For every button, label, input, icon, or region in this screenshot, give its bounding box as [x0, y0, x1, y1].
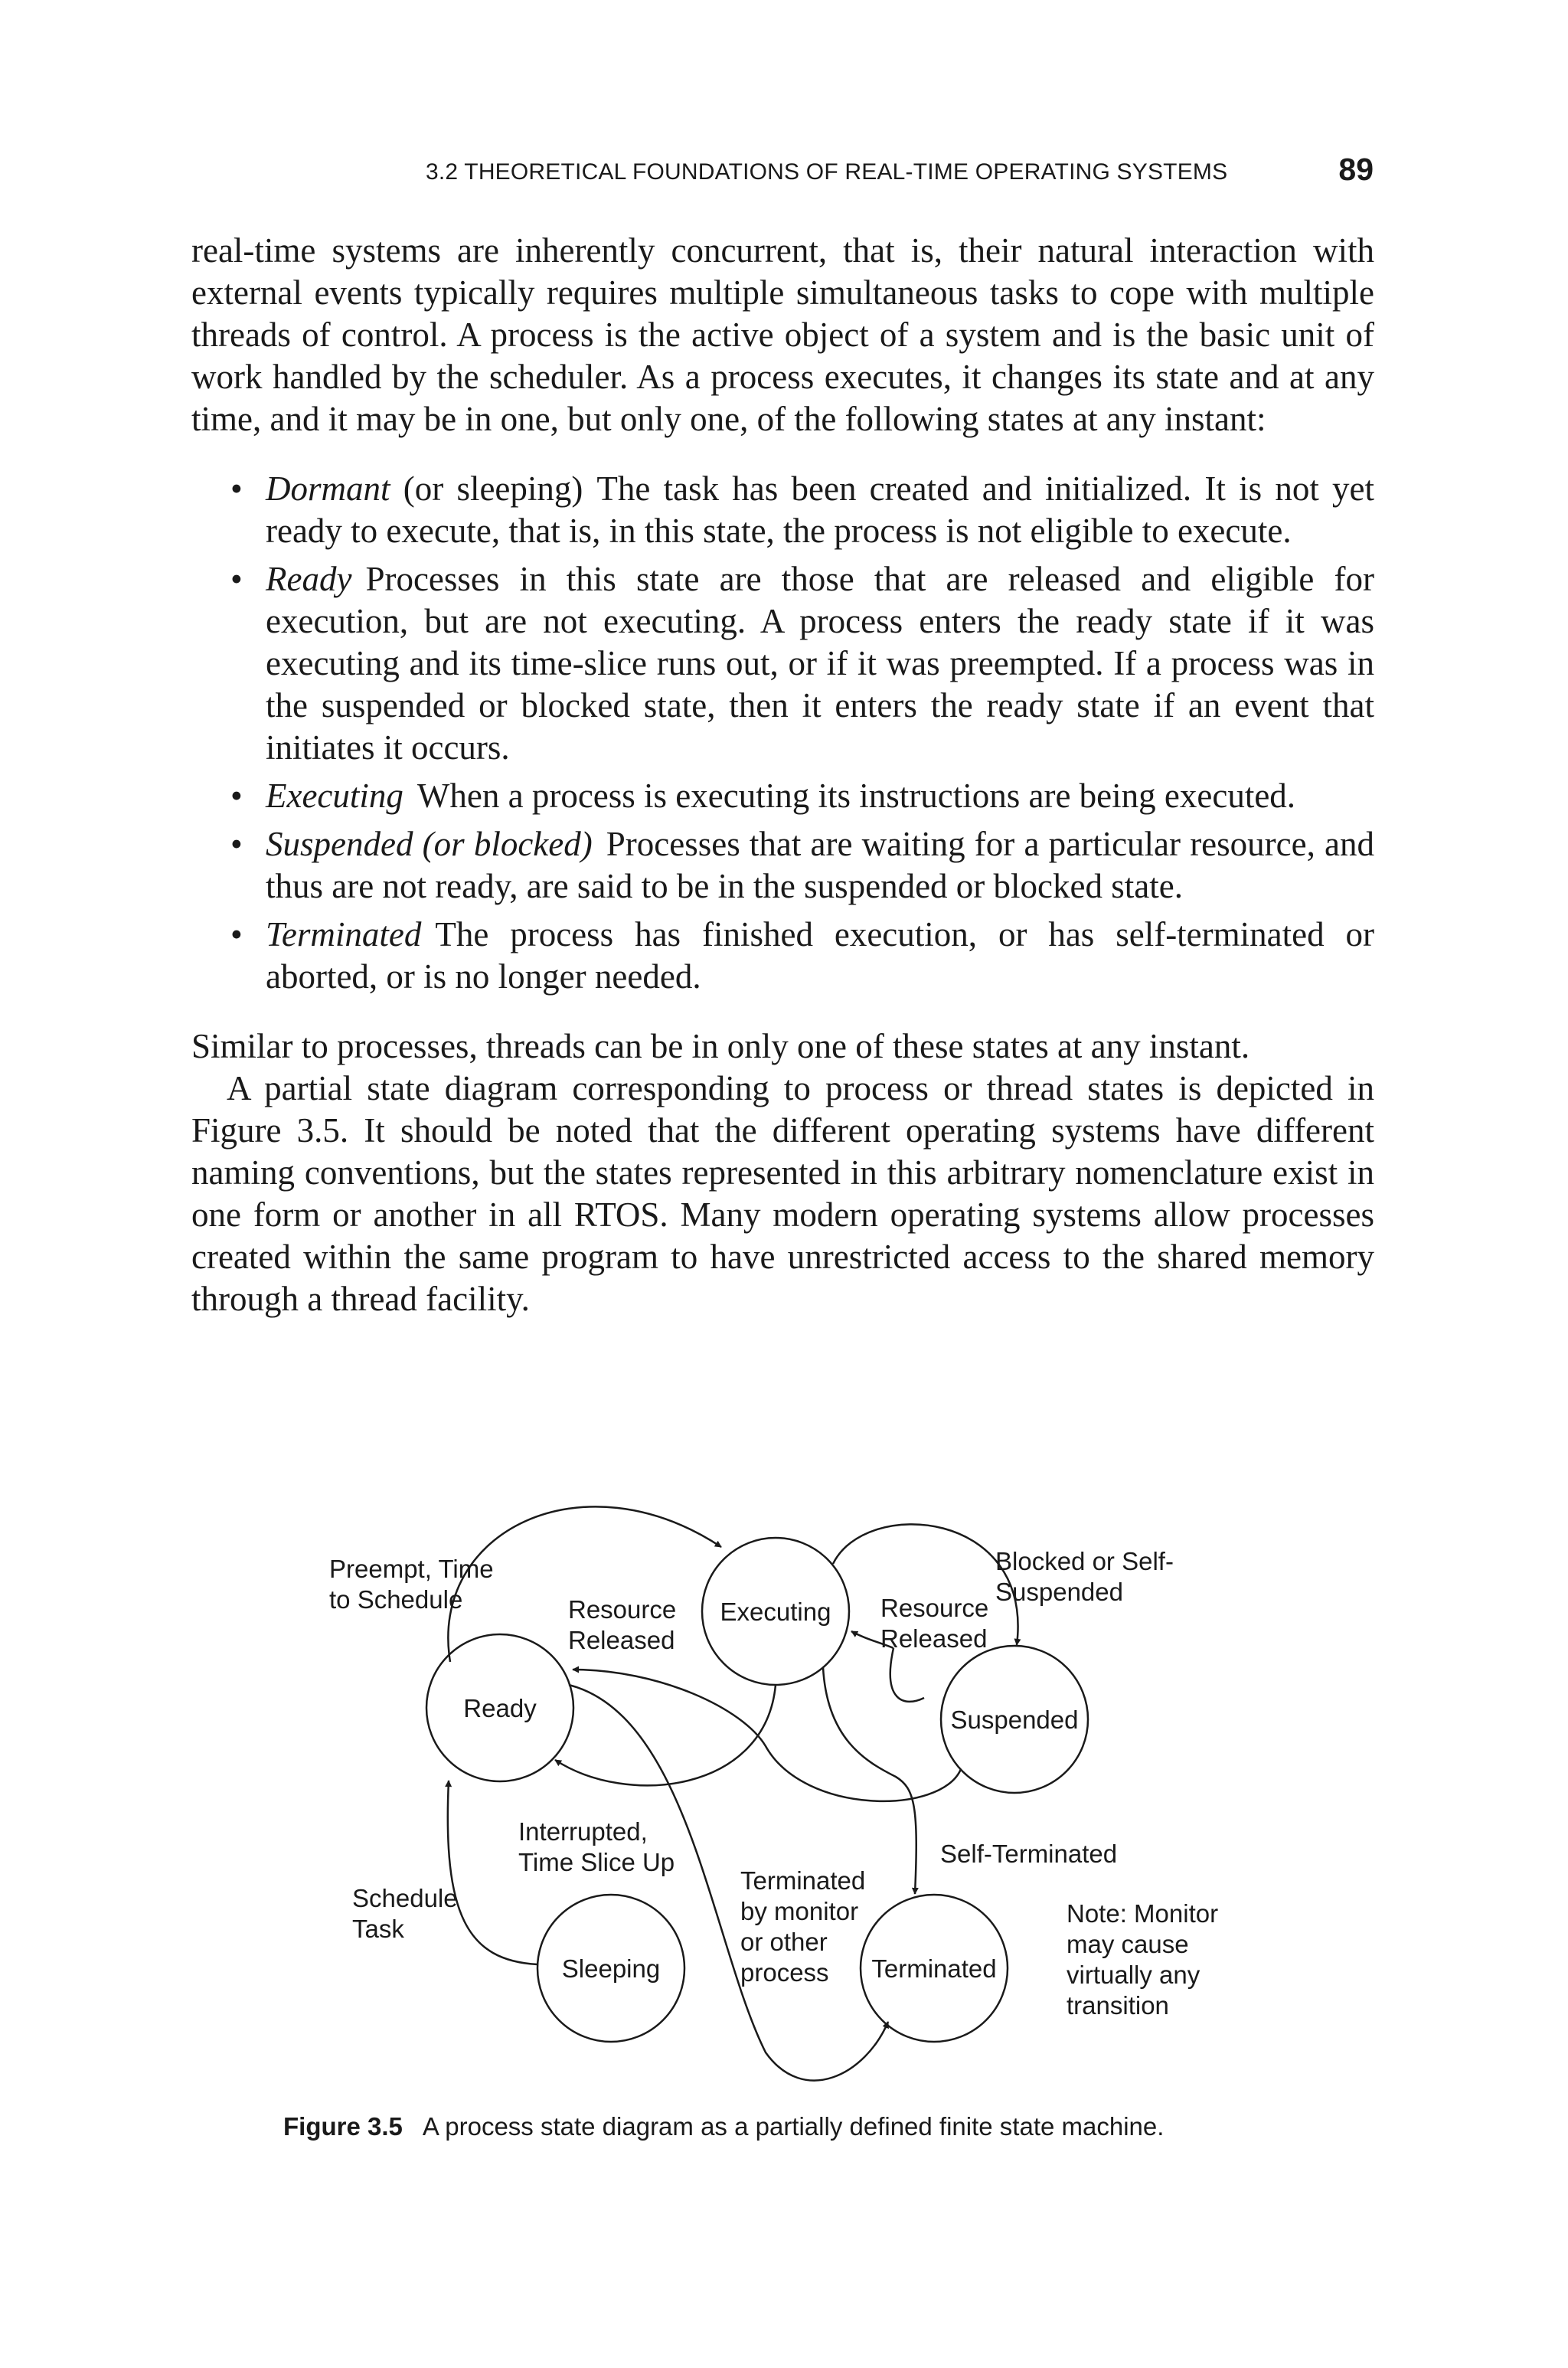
state-description: The process has finished execution, or has self-terminated or aborted, or is no longer needed. [266, 915, 1374, 996]
blocked-label-line-2: Suspended [995, 1578, 1123, 1606]
interrupted-label-line-1: Interrupted, [518, 1817, 648, 1846]
resource-released-right-line-2: Released [880, 1624, 988, 1653]
state-item-executing [191, 775, 1374, 817]
preempt-label-line-1: Preempt, Time [329, 1555, 494, 1583]
interrupted-transition-arrow [555, 1685, 776, 1785]
resource-released-left-line-1: Resource [568, 1595, 677, 1624]
state-term: Suspended (or blocked) [266, 825, 593, 863]
preempt-label-line-2: to Schedule [329, 1585, 463, 1614]
interrupted-label-line-2: Time Slice Up [518, 1848, 675, 1876]
self-terminated-label: Self-Terminated [940, 1840, 1118, 1868]
state-description: Processes in this state are those that are released and eligible for execution, but are not executing. A process enters the ready state if it was executing and its time-slice runs out, or if it was preempted. If a process was in the suspended or blocked state, then it enters the ready state if an event that initiates it occurs. [266, 560, 1374, 767]
terminated-by-line-3: or other [740, 1928, 828, 1956]
terminated-label: Terminated [871, 1954, 997, 1983]
state-description: When a process is executing its instructions are being executed. [416, 777, 1296, 815]
state-item-terminated [191, 914, 1374, 998]
note-line-3: virtually any [1067, 1961, 1200, 1989]
resource-released-right-line-1: Resource [880, 1594, 989, 1622]
state-term: Terminated [266, 915, 422, 953]
schedule-task-line-2: Task [352, 1915, 404, 1943]
note-line-2: may cause [1067, 1930, 1189, 1958]
intro-paragraph: real-time systems are inherently concurrent, that is, their natural interaction with external events typically requires multiple simultaneous tasks to cope with multiple threads of control. A process is the active object of a system and is the basic unit of work handled by the scheduler. As a process executes, it changes its state and at any time, and it may be in one, but only one, of the following states at any instant: [191, 231, 1374, 438]
page-number: 89 [1338, 152, 1374, 187]
note-line-4: transition [1067, 1991, 1169, 2020]
state-list [191, 468, 1374, 998]
ready-label: Ready [463, 1694, 537, 1722]
body-text [191, 230, 1374, 1320]
state-description: The task has been created and initialized. It is not yet ready to execute, that is, in this state, the process is not eligible to execute. [266, 469, 1375, 550]
state-term: Ready [266, 560, 352, 598]
paragraph-2: Similar to processes, threads can be in only one of these states at any instant. [191, 1027, 1250, 1065]
terminated-by-line-1: Terminated [740, 1866, 866, 1895]
running-head: 3.2 THEORETICAL FOUNDATIONS OF REAL-TIME OPERATING SYSTEMS [426, 159, 1228, 185]
state-diagram [276, 1486, 1302, 2098]
state-diagram-figure [276, 1486, 1302, 2098]
note-line-1: Note: Monitor [1067, 1899, 1219, 1928]
paragraph-3: A partial state diagram corresponding to process or thread states is depicted in Figure 3.5. It should be noted that the different operating systems have different naming conventions, but the states represented in this arbitrary nomenclature exist in one form or another in all RTOS. Many modern operating systems allow processes created within the same program to have unrestricted access to the shared memory through a thread facility. [191, 1069, 1374, 1318]
terminated-by-line-2: by monitor [740, 1897, 859, 1925]
figure-caption-text: A process state diagram as a partially defined finite state machine. [422, 2112, 1165, 2141]
terminated-by-line-4: process [740, 1958, 829, 1987]
figure-caption [283, 2112, 1164, 2141]
state-term: Executing [266, 777, 403, 815]
schedule-task-line-1: Schedule [352, 1884, 458, 1912]
suspended-label: Suspended [950, 1706, 1079, 1734]
state-term: Dormant (or sleeping) [266, 469, 583, 508]
resource-released-right-line [890, 1648, 924, 1702]
state-item-ready [191, 558, 1374, 769]
resource-released-left-line-2: Released [568, 1626, 675, 1654]
state-description: Processes that are waiting for a particular resource, and thus are not ready, are said to be in the suspended or blocked state. [266, 825, 1374, 905]
state-item-dormant [191, 468, 1374, 552]
figure-caption-label: Figure 3.5 [283, 2112, 403, 2141]
sleeping-label: Sleeping [561, 1954, 661, 1983]
state-item-suspended [191, 823, 1374, 908]
blocked-label-line-1: Blocked or Self- [995, 1547, 1174, 1575]
executing-label: Executing [720, 1598, 831, 1626]
